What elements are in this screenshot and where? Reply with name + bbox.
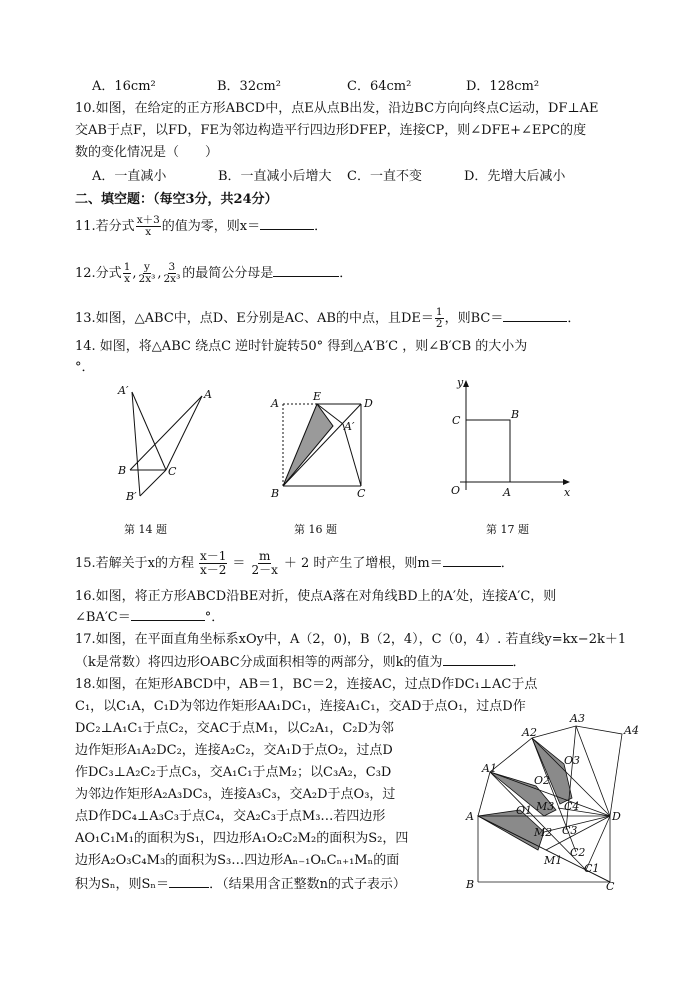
q11-end: ． <box>314 219 328 234</box>
q12-pre: 12.分式 <box>75 266 122 281</box>
q17-end: ． <box>512 655 526 670</box>
q13-end: ． <box>567 311 581 326</box>
q12-fraction-3 <box>162 262 181 285</box>
figure-14 <box>110 378 220 508</box>
fig18-label-B: B <box>466 878 475 890</box>
q18-line3: DC₂⊥A₁C₁于点C₂，交AC于点M₁，以C₂A₁，C₂D为邻 <box>75 721 394 736</box>
q13-pre: 13.如图，△ABC中，点D、E分别是AC、AB的中点，且DE＝ <box>75 311 434 326</box>
fig18-label-A: A <box>466 810 474 823</box>
figure-17 <box>446 372 581 507</box>
fig18-label-A3: A3 <box>570 712 585 725</box>
fig17-label-C: C <box>452 414 461 427</box>
q12-fraction-1 <box>123 262 132 285</box>
fig16-shaded-left <box>283 404 333 486</box>
q12-answer-blank[interactable] <box>273 264 339 277</box>
q12-f1-den: x <box>124 273 130 285</box>
q15-eq: ＝ <box>232 556 246 571</box>
q9-option-b: B．32cm² <box>217 79 281 94</box>
fig18-label-A2: A2 <box>522 726 537 739</box>
q13-answer-blank[interactable] <box>503 309 567 322</box>
fig17-rectangle-OABC <box>466 420 510 482</box>
q11-fraction <box>136 215 161 238</box>
q12-f2-den: 2x³ <box>138 273 156 285</box>
q18-answer-blank[interactable] <box>169 875 209 888</box>
fig18-label-C4: C4 <box>564 800 580 813</box>
fig16-label-Aprime: A′ <box>344 420 355 433</box>
fig17-caption: 第 17 题 <box>486 523 529 536</box>
q10-option-d: D．先增大后减小 <box>464 169 566 184</box>
fig18-label-C2: C2 <box>570 846 586 859</box>
fig14-label-Aprime: A′ <box>118 384 129 397</box>
fig16-label-E: E <box>313 390 322 403</box>
section-heading: 二、填空题：（每空3分，共24分） <box>75 192 278 207</box>
fig17-label-x: x <box>564 486 571 499</box>
q18-line1: 18.如图，在矩形ABCD中，AB＝1，BC＝2，连接AC，过点D作DC₁⊥AC于点 <box>75 677 538 692</box>
q12-end: ． <box>339 266 353 281</box>
q13-num: 1 <box>435 306 443 318</box>
q15-answer-blank[interactable] <box>443 554 501 567</box>
q10-option-a: A．一直减小 <box>92 169 167 184</box>
q18-line4: 边作矩形A₁A₂DC₂，连接A₂C₂，交A₁D于点O₂，过点D <box>75 743 393 758</box>
fig18-label-C3: C3 <box>562 824 578 837</box>
q18-line9: 边形A₂O₃C₄M₃的面积为S₃…四边形Aₙ₋₁OₙCₙ₊₁Mₙ的面 <box>75 853 400 868</box>
fig14-label-B: B <box>118 464 127 477</box>
q11-answer-blank[interactable] <box>260 217 314 230</box>
question-15 <box>75 549 514 579</box>
fig18-ray-D-A3 <box>576 726 610 816</box>
q10-line1: 10.如图，在给定的正方形ABCD中，点E从点B出发，沿边BC方向向终点C运动，DF⊥AE <box>75 101 599 116</box>
q18-line10-text: 积为Sₙ，则Sₙ＝ <box>75 877 170 892</box>
q13-den: 2 <box>435 318 443 330</box>
q18-line10 <box>75 875 406 894</box>
q18-end: ．（结果用含正整数n的式子表示） <box>209 877 406 892</box>
q12-f3-num: 3 <box>168 261 176 273</box>
fig18-label-O2: O2 <box>534 774 551 787</box>
q16-answer-blank[interactable] <box>131 608 205 621</box>
fig18-label-C1: C1 <box>584 862 600 875</box>
q12-post: 的最简公分母是 <box>182 266 274 281</box>
q10-line3: 数的变化情况是（ ） <box>75 145 219 160</box>
fig16-label-A: A <box>271 397 279 410</box>
q17-line1: 17.如图，在平面直角坐标系xOy中，A（2，0)，B（2，4），C（0，4）. 若直线y=kx−2k＋1 <box>75 632 627 647</box>
fig14-label-Bprime: B′ <box>126 490 137 503</box>
question-13 <box>75 305 580 333</box>
fig16-edge-Aprime-C <box>343 424 361 486</box>
q15-f2-den: 2－x <box>251 563 278 577</box>
fig14-edge-Bprime-C <box>140 470 166 496</box>
fig17-x-arrow <box>563 479 570 485</box>
question-11 <box>75 214 327 240</box>
figure-16 <box>265 390 380 502</box>
q11-pre: 11.若分式 <box>75 219 135 234</box>
fig17-label-O: O <box>451 484 461 497</box>
q11-post: 的值为零，则x＝ <box>161 219 261 234</box>
q11-num: x＋3 <box>136 214 160 226</box>
q9-option-a: A．16cm² <box>92 79 156 94</box>
q18-line7: 点D作DC₄⊥A₃C₃于点C₄，交A₂C₃于点M₃…若四边形 <box>75 809 386 824</box>
q18-line6: 为邻边作矩形A₂A₃DC₃，连接A₃C₃，交A₂D于点O₃，过 <box>75 787 396 802</box>
fig18-label-A1: A1 <box>482 762 497 775</box>
q13-fraction <box>435 307 444 330</box>
fig18-label-D: D <box>612 810 621 823</box>
q15-end: ． <box>500 556 514 571</box>
q12-fraction-2 <box>138 262 157 285</box>
fig18-label-M3: M3 <box>536 800 555 813</box>
q15-fraction-1 <box>199 550 227 577</box>
fig14-edge-A-C <box>166 396 202 470</box>
q10-option-c: C．一直不变 <box>347 169 422 184</box>
q18-line5: 作DC₃⊥A₂C₂于点C₃，交A₁C₁于点M₂；以C₃A₂，C₃D <box>75 765 392 780</box>
q15-f1-den: x－2 <box>200 563 227 577</box>
q9-option-d: D．128cm² <box>466 79 540 94</box>
fig18-label-M2: M2 <box>534 826 553 839</box>
q10-line2: 交AB于点F，以FD，FE为邻边构造平行四边形DFEP，连接CP，则∠DFE+∠EPC的度 <box>75 123 587 138</box>
q18-line2: C₁，以C₁A，C₁D为邻边作矩形AA₁DC₁，连接A₁C₁，交AD于点O₁，过点D作 <box>75 699 526 714</box>
q12-f3-den: 2x³ <box>163 273 181 285</box>
q18-line8: AO₁C₁M₁的面积为S₁，四边形A₁O₂C₂M₂的面积为S₂，四 <box>75 831 409 846</box>
fig16-label-B: B <box>271 487 280 500</box>
q13-post: ，则BC＝ <box>444 311 504 326</box>
fig16-label-D: D <box>364 397 373 410</box>
q17-answer-blank[interactable] <box>443 653 513 666</box>
fig18-label-A4: A4 <box>624 724 639 737</box>
q16-line1: 16.如图，将正方形ABCD沿BE对折，使点A落在对角线BD上的A′处，连接A′C，则 <box>75 589 557 604</box>
q12-f2-num: y <box>143 261 150 273</box>
q16-line2 <box>75 608 224 627</box>
fig18-label-M1: M1 <box>544 854 563 867</box>
figure-18 <box>460 712 650 890</box>
q14-line1: 14. 如图，将△ABC 绕点C 逆时针旋转50° 得到△A′B′C ，则∠B′CB 的大小为 <box>75 339 528 354</box>
q10-option-b: B．一直减小后增大 <box>218 169 332 184</box>
question-12: 12.分式 $\frac{1}{x}$ , $\frac{y}{\text{2x³}}$ , $\frac{3}{\text{2x³}}$ 的最简公分母是 ． <box>75 261 353 285</box>
q16-end: °． <box>204 610 225 625</box>
fig16-label-C: C <box>357 487 366 500</box>
q15-f1-num: x－1 <box>200 549 227 563</box>
q9-option-c: C．64cm² <box>347 79 412 94</box>
q15-f2-num: m <box>258 549 271 563</box>
q15-fraction-2 <box>250 550 278 577</box>
fig14-caption: 第 14 题 <box>124 523 167 536</box>
fig16-caption: 第 16 题 <box>294 523 337 536</box>
fig18-label-O3: O3 <box>564 754 581 767</box>
fig17-label-A: A <box>503 486 511 499</box>
q15-post: ＋ 2 时产生了增根，则m＝ <box>283 556 443 571</box>
fig14-label-C: C <box>168 465 177 478</box>
q16-line2-pre: ∠BA′C＝ <box>75 610 131 625</box>
fig18-label-O1: O1 <box>516 804 533 817</box>
q12-f1-num: 1 <box>123 261 131 273</box>
q15-pre: 15.若解关于x的方程 <box>75 556 195 571</box>
q17-line2-text: （k是常数）将四边形OABC分成面积相等的两部分，则k的值为 <box>75 655 443 670</box>
q11-den: x <box>145 226 152 238</box>
fig18-label-C: C <box>606 880 615 890</box>
fig14-edge-A-B <box>130 396 202 470</box>
fig18-ray-D-M1 <box>546 816 610 850</box>
fig17-label-y: y <box>457 376 464 389</box>
fig17-y-arrow <box>463 380 469 387</box>
fig17-label-B: B <box>511 408 520 421</box>
q17-line2 <box>75 653 526 672</box>
fig14-label-A: A <box>204 388 212 401</box>
q14-line2: °． <box>75 360 95 375</box>
